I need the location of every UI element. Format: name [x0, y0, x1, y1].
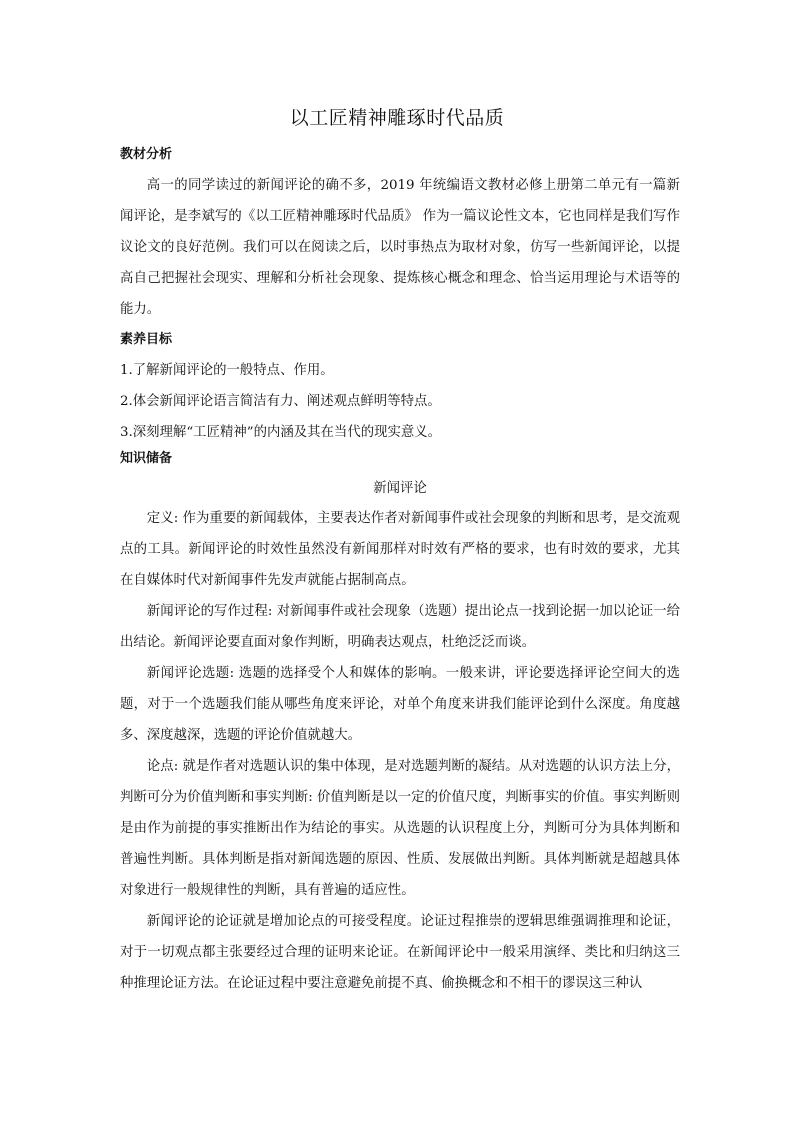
knowledge-paragraph-topic: 新闻评论选题: 选题的选择受个人和媒体的影响。一般来讲，评论要选择评论空间大的选题，对于一个选题我们能从哪些角度来评论，对单个角度来讲我们能评论到什么深度。角度越多、深度越深，选题的评论价值就越大。: [120, 666, 680, 743]
knowledge-paragraph-process: 新闻评论的写作过程: 对新闻事件或社会现象（选题）提出论点一找到论据一加以论证一给出结论。新闻评论要直面对象作判断，明确表达观点，杜绝泛泛而谈。: [120, 604, 680, 650]
section-heading-goals: 素养目标: [120, 332, 173, 347]
knowledge-subtitle: 新闻评论: [373, 481, 427, 496]
goal-item: 2.体会新闻评论语言简洁有力、阐述观点鲜明等特点。: [120, 394, 441, 409]
knowledge-paragraph-reasoning: 新闻评论的论证就是增加论点的可接受程度。论证过程推崇的逻辑思维强调推理和论证，对于一切观点都主张要经过合理的证明来论证。在新闻评论中一般采用演绎、类比和归纳这三种推理论证方法。在论证过程中要注意避免前提不真、偷换概念和不相干的谬误这三种认: [120, 914, 680, 991]
section-heading-knowledge: 知识储备: [120, 451, 173, 466]
document-title: 以工匠精神雕琢时代品质: [289, 107, 505, 129]
goal-item: 1.了解新闻评论的一般特点、作用。: [120, 363, 334, 378]
goal-item: 3.深刻理解“工匠精神”的内涵及其在当代的现实意义。: [120, 425, 442, 440]
section-heading-analysis: 教材分析: [120, 147, 173, 162]
knowledge-paragraph-argument: 论点: 就是作者对选题认识的集中体现，是对选题判断的凝结。从对选题的认识方法上分，判断可分为价值判断和事实判断: 价值判断是以一定的价值尺度，判断事实的价值。事实判断则是由作为前提的事实推断出作为结论的事实。从选题的认识程度上分，判断可分为具体判断和普遍性判断。具体判断是指对新闻选题的原因、性质、发展做出判断。具体判断就是超越具体对象进行一般规律性的判断，具有普遍的适应性。: [120, 759, 680, 898]
document-body: [120, 144, 680, 999]
knowledge-paragraph-definition: 定义: 作为重要的新闻载体，主要表达作者对新闻事件或社会现象的判断和思考，是交流观点的工具。新闻评论的时效性虽然没有新闻那样对时效有严格的要求，也有时效的要求，尤其在自媒体时代对新闻事件先发声就能占据制高点。: [120, 511, 680, 588]
analysis-paragraph: 高一的同学读过的新闻评论的确不多，2019 年统编语文教材必修上册第二单元有一篇新闻评论，是李斌写的《以工匠精神雕琢时代品质》 作为一篇议论性文本，它也同样是我们写作议论文的良好范例。我们可以在阅读之后，以时事热点为取材对象，仿写一些新闻评论，以提高自己把握社会现实、理解和分析社会现象、提炼核心概念和理念、恰当运用理论与术语等的能力。: [120, 178, 680, 317]
